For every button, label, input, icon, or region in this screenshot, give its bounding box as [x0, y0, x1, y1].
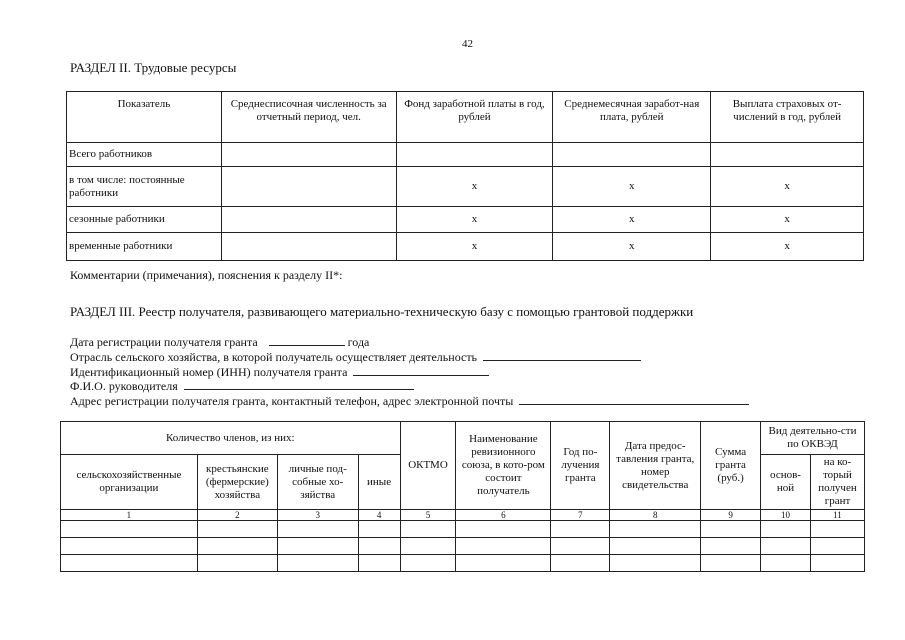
table-cell[interactable]: [551, 521, 610, 538]
table-cell[interactable]: [456, 538, 551, 555]
header-grant-sum: Сумма гранта (руб.): [701, 422, 761, 510]
table-cell: х: [396, 207, 553, 233]
column-number: 11: [810, 510, 864, 521]
table-cell: х: [396, 233, 553, 261]
table-cell[interactable]: [810, 538, 864, 555]
table-cell[interactable]: [197, 521, 277, 538]
head-label: Ф.И.О. руководителя: [70, 379, 178, 393]
table-cell: х: [553, 233, 711, 261]
table-cell[interactable]: [610, 555, 701, 572]
table-cell[interactable]: [701, 521, 761, 538]
table-cell[interactable]: [701, 555, 761, 572]
industry-label: Отрасль сельского хозяйства, в которой получатель осуществляет деятельность: [70, 350, 478, 364]
header-grant-date: Дата предос-тавления гранта, номер свидетельства: [610, 422, 701, 510]
page-number: 42: [462, 38, 473, 50]
table-cell[interactable]: [358, 521, 400, 538]
table-cell[interactable]: [358, 538, 400, 555]
header-okved-main: основ-ной: [761, 455, 811, 510]
column-numbers-row: [61, 510, 865, 521]
column-number: 4: [358, 510, 400, 521]
inn-label: Идентификационный номер (ИНН) получателя гранта: [70, 365, 348, 379]
table-cell[interactable]: [61, 538, 198, 555]
table-cell: х: [711, 207, 864, 233]
table-cell[interactable]: [61, 521, 198, 538]
head-line[interactable]: [184, 378, 414, 390]
table-row: [61, 555, 865, 572]
head-field: [70, 378, 414, 394]
header-indicator: Показатель: [67, 92, 222, 143]
table-cell: х: [711, 233, 864, 261]
column-number: 7: [551, 510, 610, 521]
labor-resources-table: [66, 91, 864, 261]
column-number: 5: [400, 510, 456, 521]
column-number: 10: [761, 510, 811, 521]
table-cell: [221, 207, 396, 233]
address-label: Адрес регистрации получателя гранта, контактный телефон, адрес электронной почты: [70, 394, 514, 408]
column-number: 8: [610, 510, 701, 521]
table-cell[interactable]: [456, 521, 551, 538]
section2-title: РАЗДЕЛ II. Трудовые ресурсы: [70, 60, 237, 75]
table-cell[interactable]: [551, 555, 610, 572]
column-number: 2: [197, 510, 277, 521]
table-cell: [221, 167, 396, 207]
table-cell[interactable]: [197, 538, 277, 555]
table-cell[interactable]: [810, 521, 864, 538]
table-cell[interactable]: [400, 538, 456, 555]
table-cell[interactable]: [456, 555, 551, 572]
header-other: иные: [358, 455, 400, 510]
table-cell[interactable]: [277, 538, 358, 555]
table-cell[interactable]: [610, 538, 701, 555]
industry-line[interactable]: [483, 349, 641, 361]
industry-field: [70, 349, 641, 365]
column-number: 6: [456, 510, 551, 521]
table-cell[interactable]: [400, 521, 456, 538]
section2-comment: Комментарии (примечания), пояснения к разделу II*:: [70, 268, 343, 282]
table-cell: х: [553, 207, 711, 233]
table-row: [61, 538, 865, 555]
header-avg-salary: Среднемесячная заработ-ная плата, рублей: [553, 92, 711, 143]
header-grant-year: Год по-лучения гранта: [551, 422, 610, 510]
header-okved-grant: на ко-торый получен грант: [810, 455, 864, 510]
reg-date-line[interactable]: [269, 334, 345, 346]
table-cell[interactable]: [358, 555, 400, 572]
column-number: 1: [61, 510, 198, 521]
row-label: временные работники: [67, 233, 222, 261]
table-cell[interactable]: [701, 538, 761, 555]
row-label: в том числе: постоянные работники: [67, 167, 222, 207]
table-cell[interactable]: [761, 538, 811, 555]
section3-title: РАЗДЕЛ III. Реестр получателя, развивающего материально-техническую базу с помощью грантовой поддержки: [70, 304, 694, 319]
table-cell: [711, 143, 864, 167]
table-cell: х: [711, 167, 864, 207]
header-insurance: Выплата страховых от-числений в год, рублей: [711, 92, 864, 143]
table-header-row: [67, 92, 864, 143]
row-label: сезонные работники: [67, 207, 222, 233]
header-union: Наименование ревизионного союза, в кото-ром состоит получатель: [456, 422, 551, 510]
table-cell[interactable]: [810, 555, 864, 572]
table-cell[interactable]: [197, 555, 277, 572]
header-personal-plots: личные под-собные хо-зяйства: [277, 455, 358, 510]
table-cell[interactable]: [277, 555, 358, 572]
reg-date-suffix: года: [347, 335, 370, 349]
address-line[interactable]: [519, 393, 749, 405]
table-cell[interactable]: [400, 555, 456, 572]
table-row: [67, 167, 864, 207]
table-cell[interactable]: [551, 538, 610, 555]
reg-date-field: [70, 334, 369, 350]
table-cell[interactable]: [610, 521, 701, 538]
table-cell: [221, 233, 396, 261]
table-cell[interactable]: [61, 555, 198, 572]
registry-table: [60, 421, 865, 572]
header-payroll: Фонд заработной платы в год, рублей: [396, 92, 553, 143]
row-label: Всего работников: [67, 143, 222, 167]
header-headcount: Среднесписочная численность за отчетный период, чел.: [221, 92, 396, 143]
header-oktmo: ОКТМО: [400, 422, 456, 510]
table-row: [67, 207, 864, 233]
header-members-count: Количество членов, из них:: [61, 422, 401, 455]
reg-date-label: Дата регистрации получателя гранта: [70, 335, 258, 349]
header-agri-orgs: сельскохозяйственные организации: [61, 455, 198, 510]
table-row: [61, 521, 865, 538]
table-cell: х: [396, 167, 553, 207]
table-cell: [221, 143, 396, 167]
table-row: [67, 233, 864, 261]
inn-line[interactable]: [353, 364, 489, 376]
table-row: [67, 143, 864, 167]
table-cell[interactable]: [277, 521, 358, 538]
table-cell[interactable]: [761, 555, 811, 572]
table-cell[interactable]: [761, 521, 811, 538]
header-okved: Вид деятельно-сти по ОКВЭД: [761, 422, 865, 455]
table-cell: х: [553, 167, 711, 207]
table-cell: [396, 143, 553, 167]
table-header-row: [61, 422, 865, 455]
table-cell: [553, 143, 711, 167]
address-field: [70, 393, 749, 409]
column-number: 9: [701, 510, 761, 521]
header-farms: крестьянские (фермерские) хозяйства: [197, 455, 277, 510]
column-number: 3: [277, 510, 358, 521]
